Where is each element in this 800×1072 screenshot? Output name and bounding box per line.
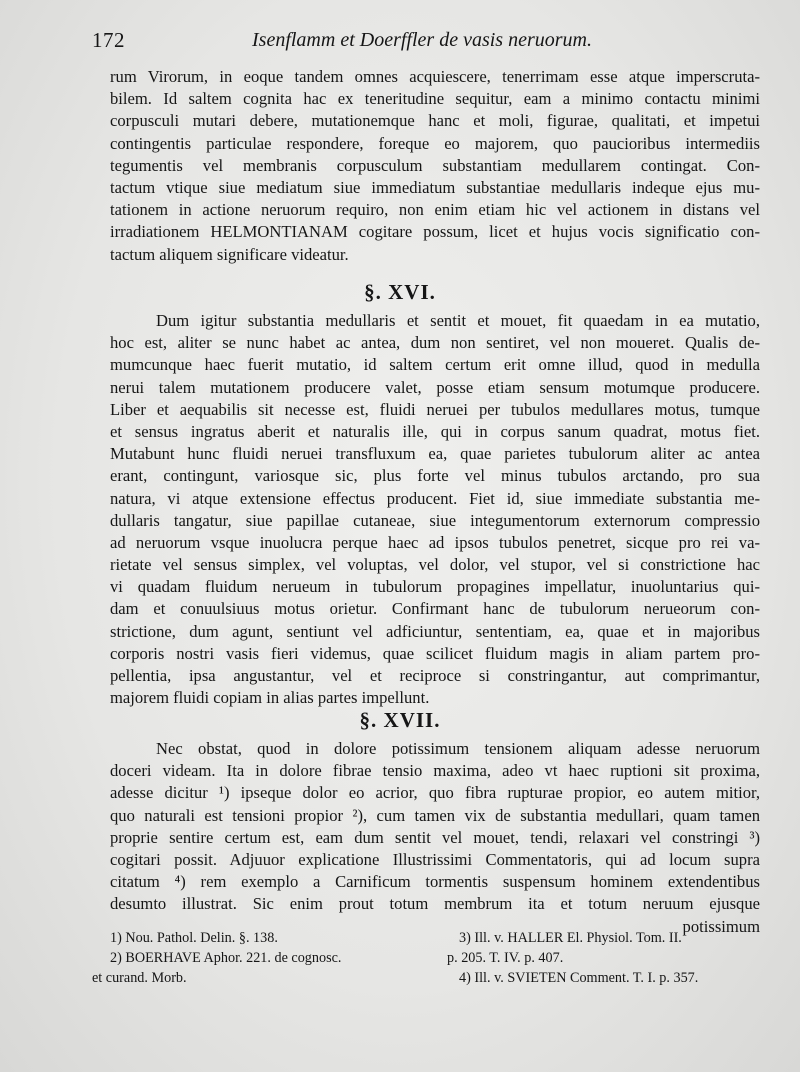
text-line: tactum vtique siue mediatum siue immediatum substantiae medullaris indeque ejus mu- [110,177,760,197]
text-line: strictione, dum agunt, sentiunt vel adficiuntur, sententiam, ea, quae et in majoribus [110,621,760,641]
text-line: majorem fluidi copiam in alias partes impellunt. [110,688,430,708]
footnote-continuation: et curand. Morb. [92,970,187,986]
section-16-body [110,310,760,709]
text-line: cogitari possit. Adjuuor explicatione Illustrissimi Commentatoris, qui ad locum supra [110,849,760,869]
footnote: 3) Ill. v. HALLER El. Physiol. Tom. II. [459,930,682,946]
page-number: 172 [92,28,125,52]
section-heading-16: §. XVI. [364,280,436,304]
footnote: 4) Ill. v. SVIETEN Comment. T. I. p. 357. [459,970,699,986]
footnote: 1) Nou. Pathol. Delin. §. 138. [110,930,278,946]
text-line: tationem in actione neruorum requiro, non enim etiam hic vel actionem in distans vel [110,200,760,220]
text-line: Mutabunt hunc fluidi neruei transfluxum ea, quae parietes tubulorum aliter ac antea [110,444,760,464]
text-line: tegumentis vel membranis corpusculum substantiam medullarem contingat. Con- [110,155,760,175]
text-line: doceri videam. Ita in dolore fibrae tensio maxima, adeo vt haec ruptioni sit proxima, [110,761,760,781]
text-line: et sensus ingratus aberit et naturalis ille, qui in corpus sanum quadrat, motus fiet. [110,421,760,441]
text-line: quo naturali est tensioni propior ²), cum tamen vix de substantia medullari, quam tamen [110,805,760,825]
text-line: tactum aliquem significare videatur. [110,244,349,264]
text-line: corporis nostri vasis fieri videmus, quae scilicet fluidum magis in aliam partem pro- [110,643,760,663]
text-line: mumcunque haec fuerit mutatio, id saltem certum erit omne illud, quod in medulla [110,355,760,375]
text-line: irradiationem HELMONTIANAM cogitare possum, licet et hujus vocis significatio con- [110,222,760,242]
text-line: natura, vi atque extensione effectus producent. Fiet id, siue immediate substantia me- [110,488,760,508]
page-header [92,28,772,54]
intro-paragraph [110,66,760,266]
text-line: vi quadam fluidum nerueum in tubulorum propagines impellatur, inuoluntarius qui- [110,577,760,597]
footnotes-right-column [447,928,772,988]
text-line: bilem. Id saltem cognita hac ex teneritudine sequitur, eam a minimo contactu minimi [110,89,760,109]
text-line: nerui talem mutationem producere valet, posse etiam sensum motumque producere. [110,377,760,397]
text-line: contingentis particulae respondere, foreque eo majorem, quo paucioribus intermediis [110,133,760,153]
footnote-continuation: p. 205. T. IV. p. 407. [447,950,564,966]
running-title: Isenflamm et Doerffler de vasis neruorum. [252,29,592,51]
text-line: desumto illustrat. Sic enim prout totum membrum ita et totum neruum ejusque [110,894,760,914]
text-line: pellentia, ipsa angustantur, vel et reciproce si constringantur, aut comprimantur, [110,666,760,685]
text-line: ad neruorum vsque inuolucra perque haec ad ipsos tubulos penetret, sicque pro rei va- [110,532,760,552]
text-line: Liber et aequabilis sit necesse est, fluidi neruei per tubulos medullares motus, tumque [110,399,760,419]
text-line: erant, contingunt, variosque sic, plus forte vel minus tubulos arctando, pro sua [110,466,760,486]
section-heading-17: §. XVII. [359,708,441,732]
text-line: corpusculi mutari debere, mutationemque hanc et moli, figurae, qualitati, et impetui [110,111,760,131]
text-line: proprie sentire certum est, eam dum sentit vel mouet, tendi, relaxari vel constringi ³) [110,827,760,847]
section-17-body [110,738,760,938]
text-line: citatum ⁴) rem exemplo a Carnificum tormentis suspensum hominem extendentibus [110,872,760,892]
text-line: dullaris tangatur, siue papillae cutaneae, siue integumentorum externorum compressio [110,510,760,530]
text-line: Nec obstat, quod in dolore potissimum tensionem aliquam adesse neruorum [156,739,760,758]
text-line: rum Virorum, in eoque tandem omnes acquiescere, tenerrimam esse atque imperscruta- [110,67,760,86]
text-line: Dum igitur substantia medullaris et sentit et mouet, fit quaedam in ea mutatio, [156,311,760,330]
footnote: 2) BOERHAVE Aphor. 221. de cognosc. [110,950,342,966]
footnotes-left-column [92,928,422,988]
text-line: adesse dicitur ¹) ipseque dolor eo acrior, quo fibra rupturae propior, eo autem mitior, [110,783,760,803]
catchword: potissimum [682,916,760,936]
text-line: hoc est, aliter se nunc habet ac antea, dum non sentiret, vel non moueret. Qualis de- [110,333,760,353]
text-line: rietate vel sensus simplex, vel voluptas, vel dolor, vel stupor, vel si constrictione hac [110,555,760,575]
text-line: dam et conuulsiuus motus orietur. Confirmant hanc de tubulorum nerueorum con- [110,599,760,619]
